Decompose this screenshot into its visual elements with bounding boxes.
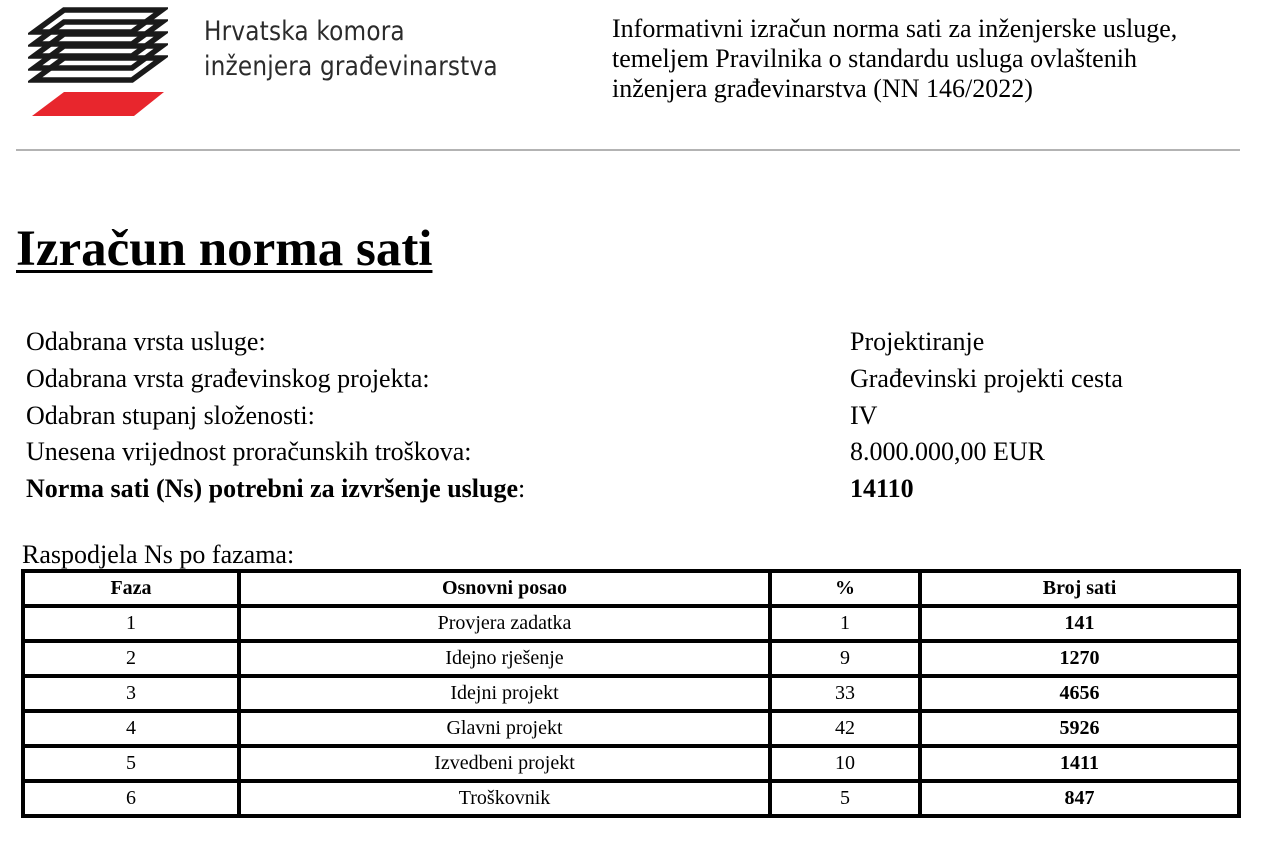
organization-name: [204, 14, 498, 84]
header-description-line3: inženjera građevinarstva (NN 146/2022): [612, 74, 1033, 103]
cell-percent: 5: [770, 781, 920, 816]
header-description-line2: temeljem Pravilnika o standardu usluga ovlaštenih: [612, 44, 1137, 73]
summary-label: Unesena vrijednost proračunskih troškova:: [26, 437, 472, 467]
cell-hours: 141: [920, 606, 1239, 641]
cell-percent: 33: [770, 676, 920, 711]
cell-task: Provjera zadatka: [239, 606, 770, 641]
table-row: [23, 711, 1239, 746]
summary-value: 8.000.000,00 EUR: [850, 437, 1045, 467]
norm-hours-value: 14110: [850, 474, 914, 504]
summary-label: Odabrana vrsta građevinskog projekta:: [26, 363, 430, 393]
cell-hours: 1270: [920, 641, 1239, 676]
cell-task: Glavni projekt: [239, 711, 770, 746]
cell-phase: 4: [23, 711, 239, 746]
summary-row-complexity: [26, 398, 1246, 435]
organization-name-line1: Hrvatska komora: [204, 16, 405, 47]
table-row: [23, 606, 1239, 641]
cell-percent: 10: [770, 746, 920, 781]
summary-row-project-type: [26, 361, 1246, 398]
organization-name-line2: inženjera građevinarstva: [204, 51, 498, 82]
norm-hours-label: Norma sati (Ns) potrebni za izvršenje usluge: [26, 474, 519, 504]
cell-hours: 1411: [920, 746, 1239, 781]
cell-phase: 5: [23, 746, 239, 781]
cell-percent: 9: [770, 641, 920, 676]
table-header-row: [23, 571, 1239, 606]
cell-task: Izvedbeni projekt: [239, 746, 770, 781]
header-divider: [16, 149, 1240, 151]
summary-label: [26, 471, 525, 508]
cell-percent: 1: [770, 606, 920, 641]
cell-phase: 6: [23, 781, 239, 816]
calculation-summary: [26, 324, 1246, 508]
summary-value: Građevinski projekti cesta: [850, 363, 1123, 393]
hkig-logo: [28, 6, 168, 122]
column-header-percent: %: [770, 571, 920, 606]
cell-hours: 847: [920, 781, 1239, 816]
column-header-task: Osnovni posao: [239, 571, 770, 606]
summary-row-norm-hours: [26, 471, 1246, 508]
phase-distribution-table: [21, 569, 1241, 818]
summary-value: IV: [850, 400, 878, 430]
header-description: [612, 14, 1252, 104]
cell-task: Troškovnik: [239, 781, 770, 816]
summary-label: Odabran stupanj složenosti:: [26, 400, 315, 430]
table-row: [23, 781, 1239, 816]
summary-value: Projektiranje: [850, 327, 985, 356]
column-header-hours: Broj sati: [920, 571, 1239, 606]
distribution-label: Raspodjela Ns po fazama:: [22, 540, 295, 569]
cell-phase: 1: [23, 606, 239, 641]
norm-hours-colon: :: [518, 474, 526, 504]
cell-phase: 3: [23, 676, 239, 711]
cell-hours: 4656: [920, 676, 1239, 711]
cell-phase: 2: [23, 641, 239, 676]
summary-label: Odabrana vrsta usluge:: [26, 327, 266, 356]
summary-row-service-type: [26, 324, 1246, 361]
summary-row-budget: [26, 434, 1246, 471]
table-row: [23, 641, 1239, 676]
cell-task: Idejno rješenje: [239, 641, 770, 676]
table-row: [23, 676, 1239, 711]
cell-task: Idejni projekt: [239, 676, 770, 711]
page-title: Izračun norma sati: [16, 221, 433, 277]
cell-hours: 5926: [920, 711, 1239, 746]
header-description-line1: Informativni izračun norma sati za inženjerske usluge,: [612, 14, 1178, 43]
column-header-phase: Faza: [23, 571, 239, 606]
table-row: [23, 746, 1239, 781]
cell-percent: 42: [770, 711, 920, 746]
